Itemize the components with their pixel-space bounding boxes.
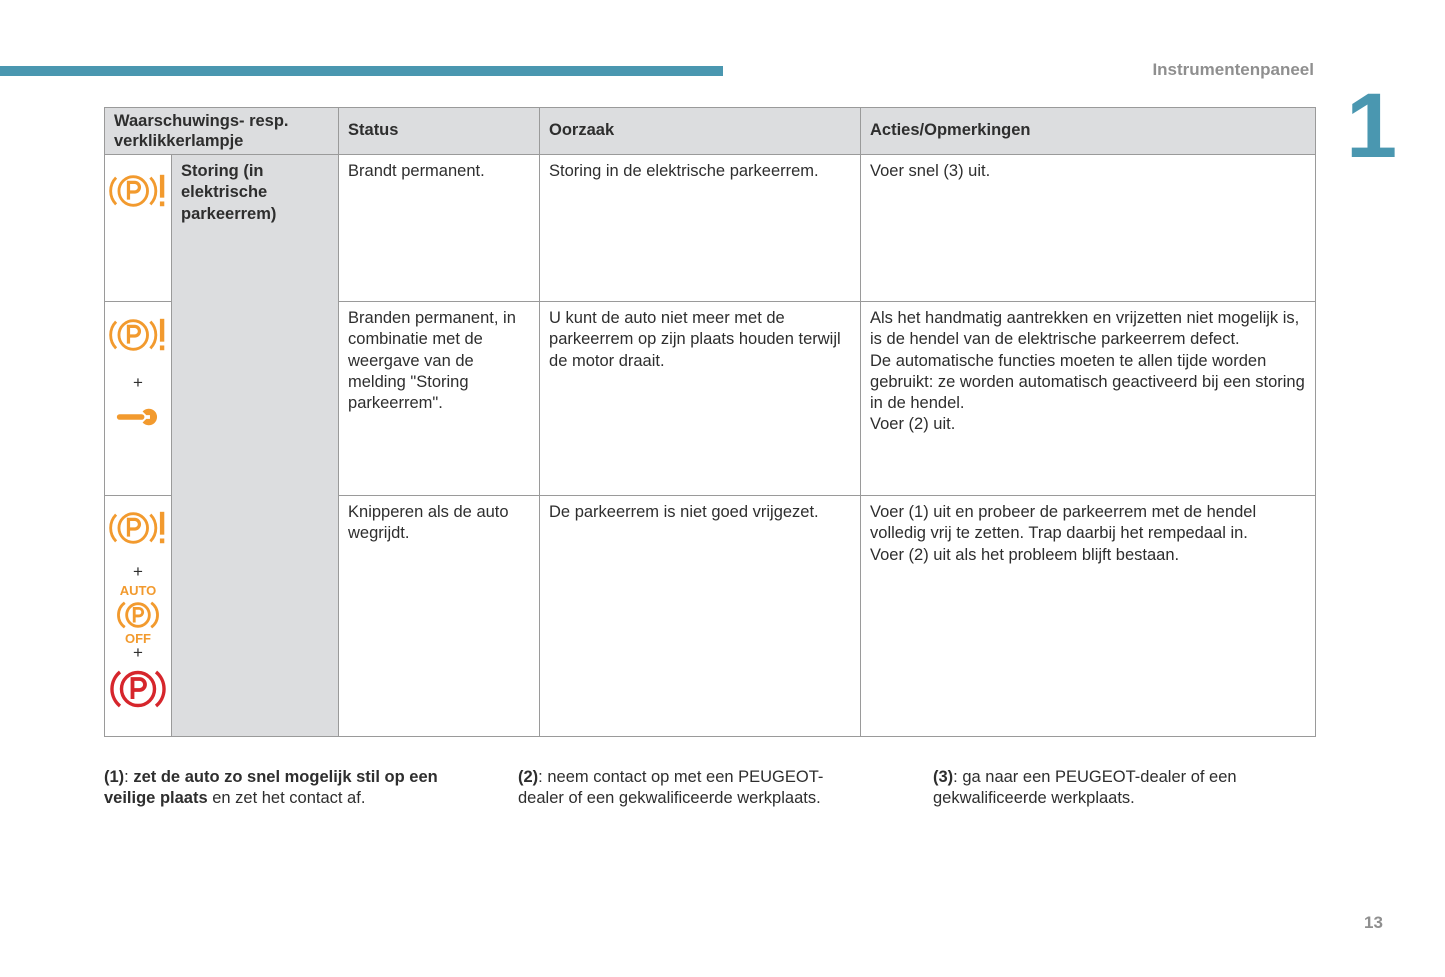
actions-cell [861,496,1316,737]
status-cell: Branden permanent, in combinatie met de weergave van de melding "Storing parkeerrem". [339,302,540,496]
footnote-ref: (2) [518,768,539,786]
function-name: Storing (in elektrische parkeerrem) [172,155,339,737]
action-line: Voer (1) uit en probeer de parkeerrem met de hendel volledig vrij te zetten. Trap daarbij het rempedaal in. [870,503,1257,543]
status-cell: Brandt permanent. [339,155,540,302]
status-cell: Knipperen als de auto wegrijdt. [339,496,540,737]
footnote-sep: : [538,768,548,786]
section-title: Instrumentenpaneel [1152,60,1314,79]
action-line: Voer (2) uit. [870,415,956,434]
footnote-2 [518,767,868,810]
footnote-text: neem contact op met een PEUGEOT-dealer of een gekwalificeerde werkplaats. [518,768,824,808]
footnote-sep: : [124,768,134,786]
header-accent-bar [0,66,723,76]
plus-sign: + [133,373,143,393]
table-row [105,155,1316,302]
table-header-row [105,108,1316,155]
wrench-icon [105,407,171,433]
parking-brake-fault-icon [105,508,171,554]
auto-label: AUTO [119,583,157,599]
footnote-1 [104,767,484,810]
footnote-sep: : [953,768,963,786]
action-line: Voer (2) uit als het probleem blijft bestaan. [870,545,1180,564]
footnote-text: en zet het contact af. [207,789,366,808]
footnote-ref: (3) [933,768,954,786]
header-lamp: Waarschuwings- resp. verklikkerlampje [105,108,339,155]
footnote-text: ga naar een PEUGEOT-dealer of een gekwalificeerde werkplaats. [933,768,1237,808]
parking-brake-fault-icon [105,171,171,217]
off-label: OFF [125,631,151,647]
cause-cell: U kunt de auto niet meer met de parkeerrem op zijn plaats houden terwijl de motor draait. [540,302,861,496]
lamp-cell [105,155,172,302]
action-line: Voer snel (3) uit. [870,162,991,180]
header-status: Status [339,108,540,155]
parking-brake-red-icon [105,666,171,718]
header-cause: Oorzaak [540,108,861,155]
footnote-ref: (1) [104,768,125,786]
auto-park-off-icon [105,584,171,646]
chapter-number: 1 [1346,75,1398,177]
plus-sign: + [133,562,143,582]
actions-cell [861,155,1316,302]
lamp-cell [105,496,172,737]
action-line: De automatische functies moeten te allen tijde worden gebruikt: ze worden automatisch geactiveerd bij een storing in de hendel. [870,351,1305,413]
lamp-cell [105,302,172,496]
footnote-bold-text: zet de auto zo snel mogelijk stil op een veilige plaats [104,768,438,808]
action-line: Als het handmatig aantrekken en vrijzetten niet mogelijk is, is de hendel van de elektrische parkeerrem defect. [870,309,1300,349]
actions-cell [861,302,1316,496]
header-actions: Acties/Opmerkingen [861,108,1316,155]
page-number: 13 [1364,913,1383,932]
cause-cell: Storing in de elektrische parkeerrem. [540,155,861,302]
footnote-3 [933,767,1293,810]
warning-lamp-table [104,107,1316,737]
cause-cell: De parkeerrem is niet goed vrijgezet. [540,496,861,737]
parking-brake-fault-icon [105,315,171,361]
plus-sign: + [133,643,143,663]
